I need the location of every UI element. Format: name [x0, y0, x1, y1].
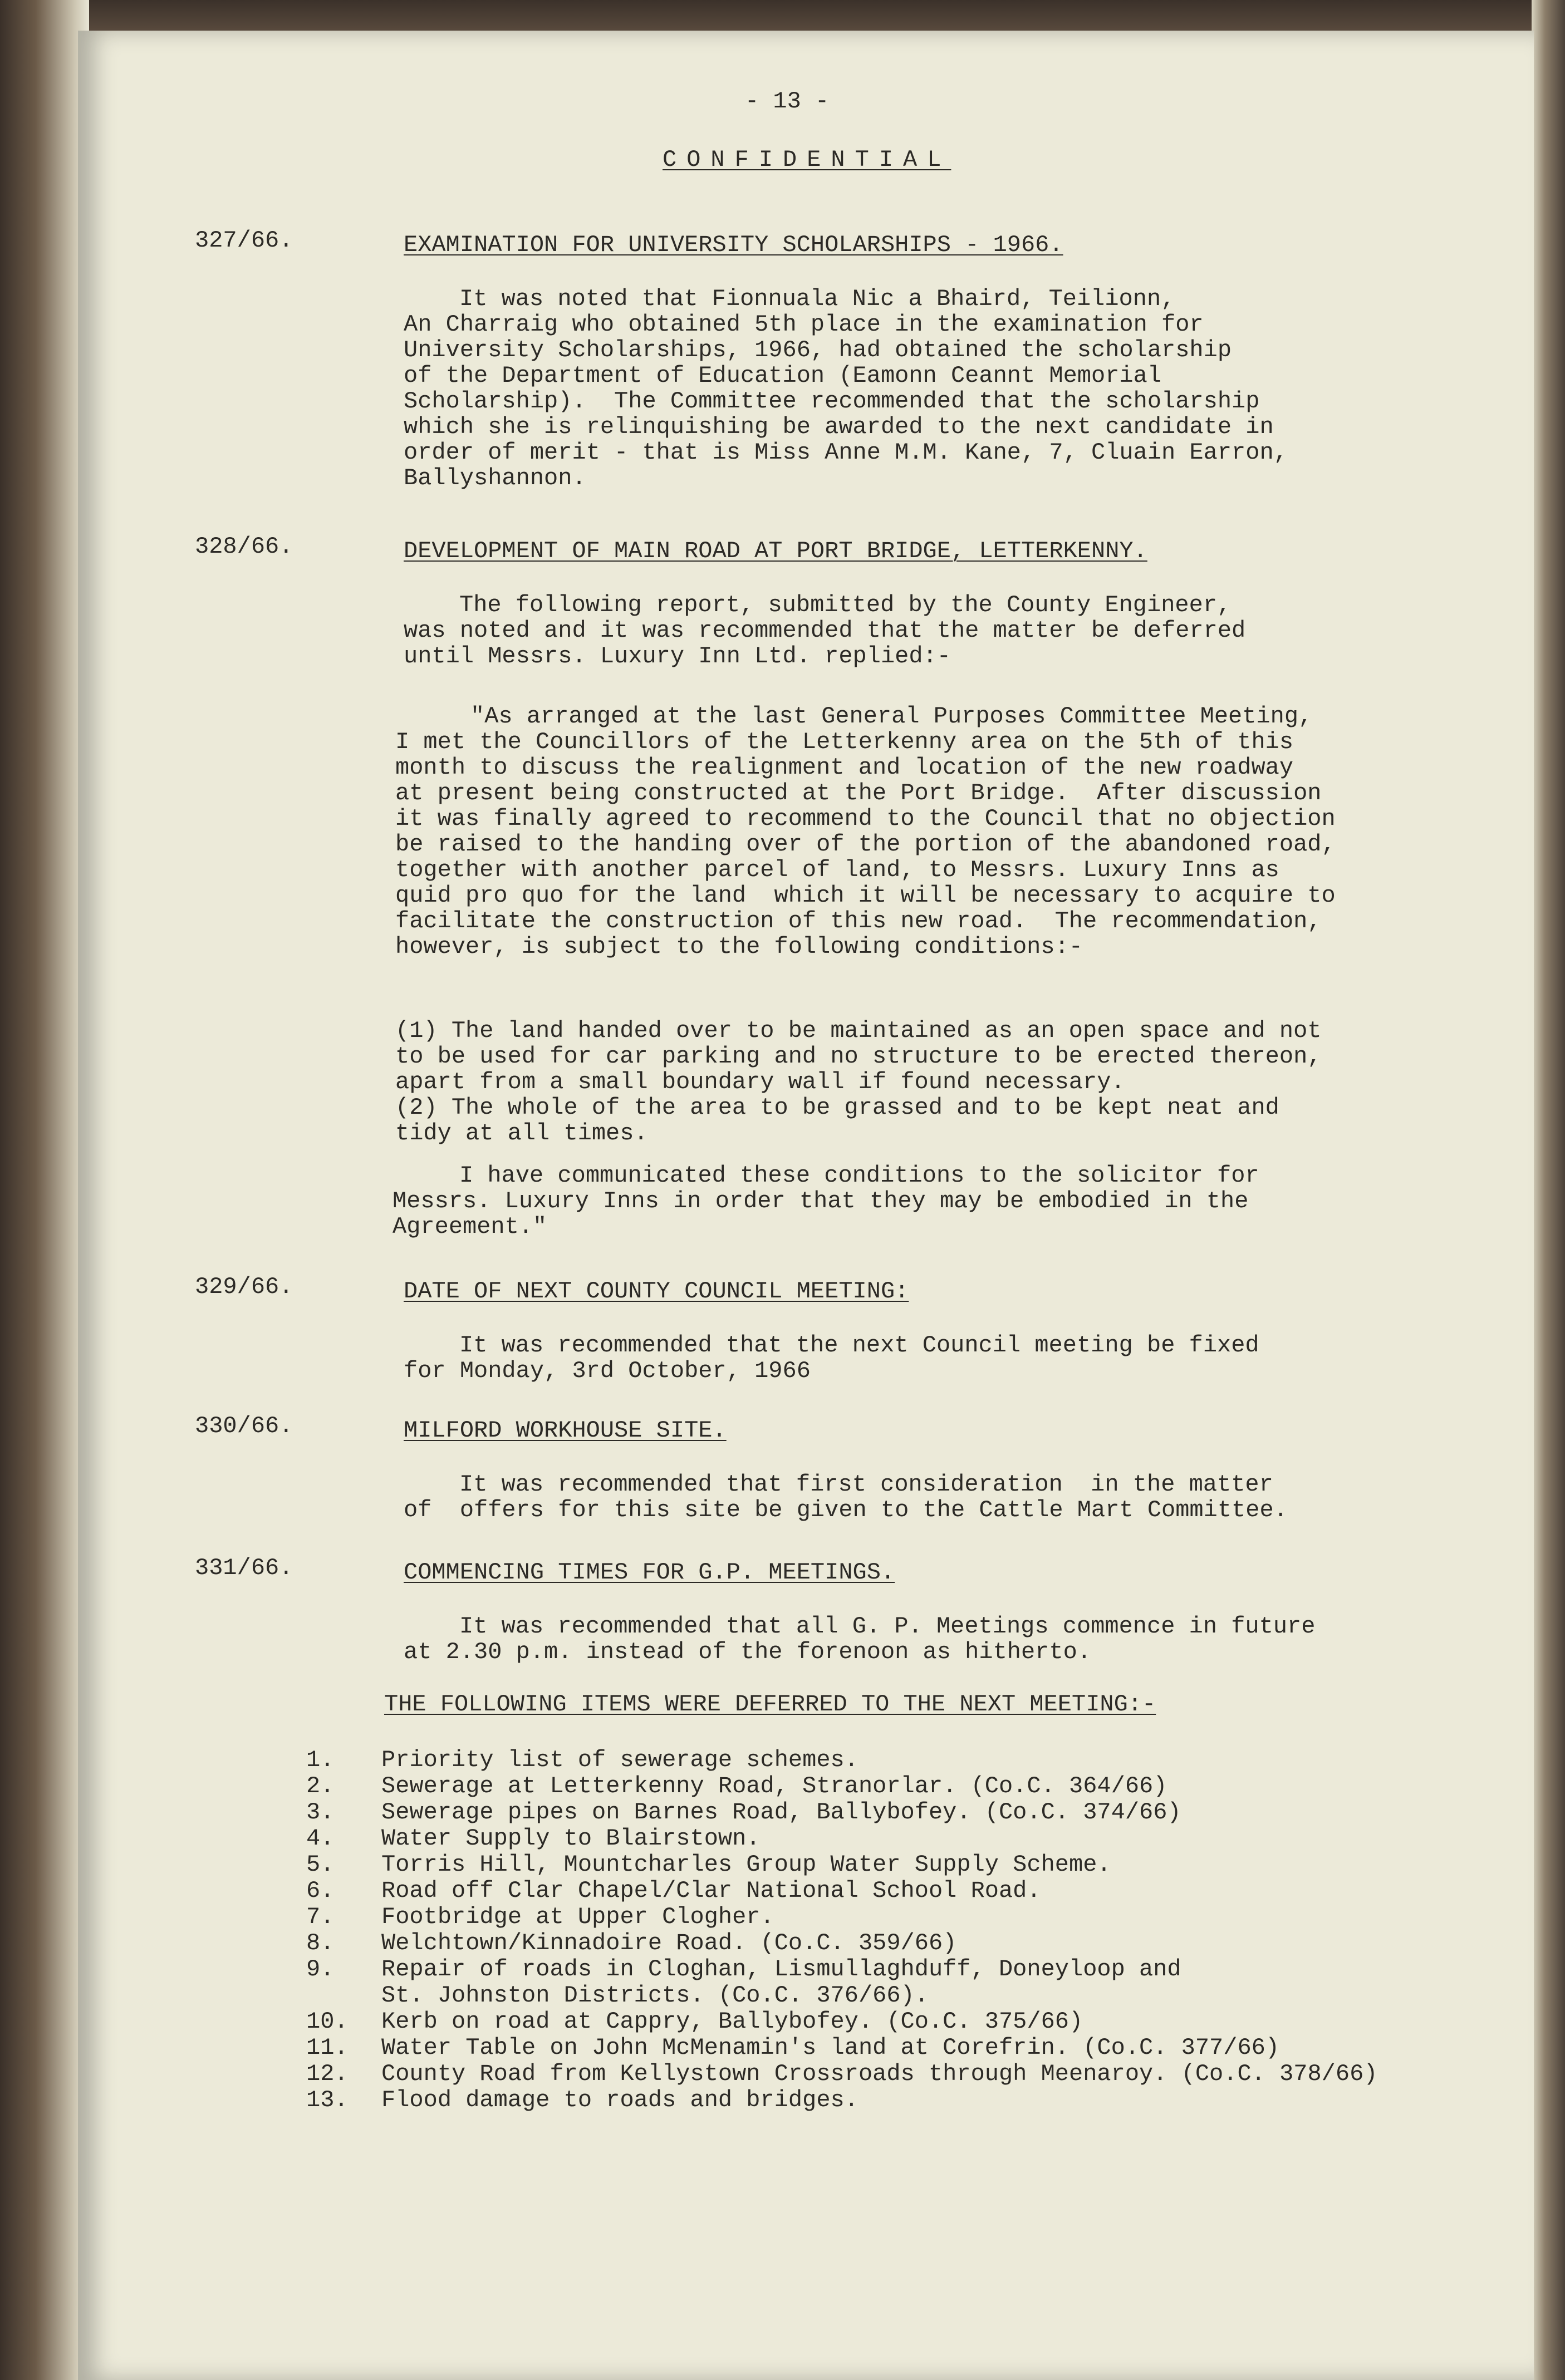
book-right-edge: [1532, 0, 1565, 2380]
minute-text-line: until Messrs. Luxury Inn Ltd. replied:-: [404, 643, 951, 670]
report-condition-line: (2) The whole of the area to be grassed and to be kept neat and: [395, 1094, 1279, 1121]
minute-text-line: Scholarship). The Committee recommended that the scholarship: [404, 388, 1260, 415]
report-condition-line: (1) The land handed over to be maintained as an open space and not: [395, 1017, 1322, 1044]
report-quote-line: it was finally agreed to recommend to the Council that no objection: [395, 805, 1336, 832]
report-quote-line: quid pro quo for the land which it will be necessary to acquire to: [395, 882, 1336, 909]
deferred-item-number: 5.: [306, 1851, 335, 1878]
deferred-item-text: Sewerage at Letterkenny Road, Stranorlar. (Co.C. 364/66): [381, 1773, 1167, 1799]
report-quote-line: however, is subject to the following conditions:-: [395, 933, 1083, 960]
minute-heading: EXAMINATION FOR UNIVERSITY SCHOLARSHIPS - 1966.: [404, 232, 1063, 258]
minute-heading: DEVELOPMENT OF MAIN ROAD AT PORT BRIDGE, LETTERKENNY.: [404, 538, 1147, 564]
report-quote-line: month to discuss the realignment and location of the new roadway: [395, 754, 1294, 781]
minute-ref: 327/66.: [195, 227, 293, 254]
deferred-item-number: 10.: [306, 2008, 349, 2035]
report-closing-line: Messrs. Luxury Inns in order that they may be embodied in the: [393, 1188, 1249, 1214]
minute-heading: COMMENCING TIMES FOR G.P. MEETINGS.: [404, 1559, 895, 1586]
page-number: - 13 -: [745, 88, 830, 115]
deferred-item-text: Flood damage to roads and bridges.: [381, 2087, 858, 2113]
report-closing-line: Agreement.": [393, 1213, 547, 1240]
deferred-item-text: County Road from Kellystown Crossroads through Meenaroy. (Co.C. 378/66): [381, 2061, 1378, 2087]
report-quote-line: together with another parcel of land, to Messrs. Luxury Inns as: [395, 857, 1279, 883]
deferred-item-text: Water Table on John McMenamin's land at Corefrin. (Co.C. 377/66): [381, 2034, 1280, 2061]
deferred-item-text: St. Johnston Districts. (Co.C. 376/66).: [381, 1982, 929, 2009]
minute-ref: 331/66.: [195, 1555, 293, 1581]
deferred-item-number: 6.: [306, 1877, 335, 1904]
minute-text-line: which she is relinquishing be awarded to the next candidate in: [404, 414, 1274, 440]
minute-text-line: It was recommended that the next Council meeting be fixed: [459, 1332, 1259, 1359]
deferred-item-text: Road off Clar Chapel/Clar National School Road.: [381, 1877, 1041, 1904]
deferred-item-number: 2.: [306, 1773, 335, 1799]
report-condition-line: tidy at all times.: [395, 1120, 648, 1147]
deferred-item-text: Torris Hill, Mountcharles Group Water Supply Scheme.: [381, 1851, 1111, 1878]
deferred-item-number: 13.: [306, 2087, 349, 2113]
minute-text-line: An Charraig who obtained 5th place in the examination for: [404, 311, 1204, 338]
report-quote-line: "As arranged at the last General Purposes Committee Meeting,: [470, 703, 1313, 730]
minute-ref: 328/66.: [195, 533, 293, 560]
book-binding: [0, 0, 89, 2380]
book-top-edge: [0, 0, 1565, 33]
minute-heading: MILFORD WORKHOUSE SITE.: [404, 1417, 727, 1444]
minute-text-line: was noted and it was recommended that the matter be deferred: [404, 617, 1246, 644]
report-condition-line: to be used for car parking and no structure to be erected thereon,: [395, 1043, 1322, 1070]
minute-text-line: The following report, submitted by the County Engineer,: [459, 592, 1232, 618]
deferred-item-text: Repair of roads in Cloghan, Lismullaghduff, Doneyloop and: [381, 1956, 1181, 1983]
report-quote-line: facilitate the construction of this new road. The recommendation,: [395, 908, 1322, 935]
minute-ref: 329/66.: [195, 1273, 293, 1300]
minute-text-line: University Scholarships, 1966, had obtained the scholarship: [404, 337, 1232, 363]
minute-ref: 330/66.: [195, 1413, 293, 1439]
deferred-item-number: 8.: [306, 1930, 335, 1956]
deferred-item-text: Water Supply to Blairstown.: [381, 1825, 761, 1852]
minute-text-line: It was recommended that first consideration in the matter: [459, 1471, 1273, 1498]
deferred-item-number: 11.: [306, 2034, 349, 2061]
minute-text-line: It was recommended that all G. P. Meetings commence in future: [459, 1613, 1316, 1640]
deferred-item-number: 7.: [306, 1904, 335, 1930]
deferred-items-heading: THE FOLLOWING ITEMS WERE DEFERRED TO THE NEXT MEETING:-: [384, 1691, 1156, 1718]
deferred-item-number: 1.: [306, 1747, 335, 1773]
minute-text-line: Ballyshannon.: [404, 465, 586, 491]
deferred-item-text: Sewerage pipes on Barnes Road, Ballybofey. (Co.C. 374/66): [381, 1799, 1181, 1826]
confidential-heading: CONFIDENTIAL: [663, 146, 951, 173]
minute-heading: DATE OF NEXT COUNTY COUNCIL MEETING:: [404, 1278, 909, 1305]
minute-text-line: order of merit - that is Miss Anne M.M. Kane, 7, Cluain Earron,: [404, 439, 1288, 466]
report-quote-line: at present being constructed at the Port Bridge. After discussion: [395, 780, 1322, 807]
deferred-item-number: 4.: [306, 1825, 335, 1852]
minute-text-line: of offers for this site be given to the Cattle Mart Committee.: [404, 1497, 1288, 1523]
deferred-item-number: 3.: [306, 1799, 335, 1826]
deferred-item-text: Priority list of sewerage schemes.: [381, 1747, 858, 1773]
deferred-item-number: 12.: [306, 2061, 349, 2087]
report-quote-line: I met the Councillors of the Letterkenny area on the 5th of this: [395, 729, 1294, 755]
report-condition-line: apart from a small boundary wall if found necessary.: [395, 1069, 1125, 1095]
minute-text-line: It was noted that Fionnuala Nic a Bhaird, Teilionn,: [459, 286, 1175, 312]
deferred-item-number: 9.: [306, 1956, 335, 1983]
deferred-item-text: Footbridge at Upper Clogher.: [381, 1904, 774, 1930]
minute-text-line: for Monday, 3rd October, 1966: [404, 1358, 811, 1384]
report-closing-line: I have communicated these conditions to the solicitor for: [459, 1162, 1259, 1189]
deferred-item-text: Kerb on road at Cappry, Ballybofey. (Co.C. 375/66): [381, 2008, 1083, 2035]
minute-text-line: of the Department of Education (Eamonn Ceannt Memorial: [404, 362, 1162, 389]
deferred-item-text: Welchtown/Kinnadoire Road. (Co.C. 359/66): [381, 1930, 957, 1956]
report-quote-line: be raised to the handing over of the portion of the abandoned road,: [395, 831, 1336, 858]
minute-text-line: at 2.30 p.m. instead of the forenoon as hitherto.: [404, 1639, 1092, 1665]
